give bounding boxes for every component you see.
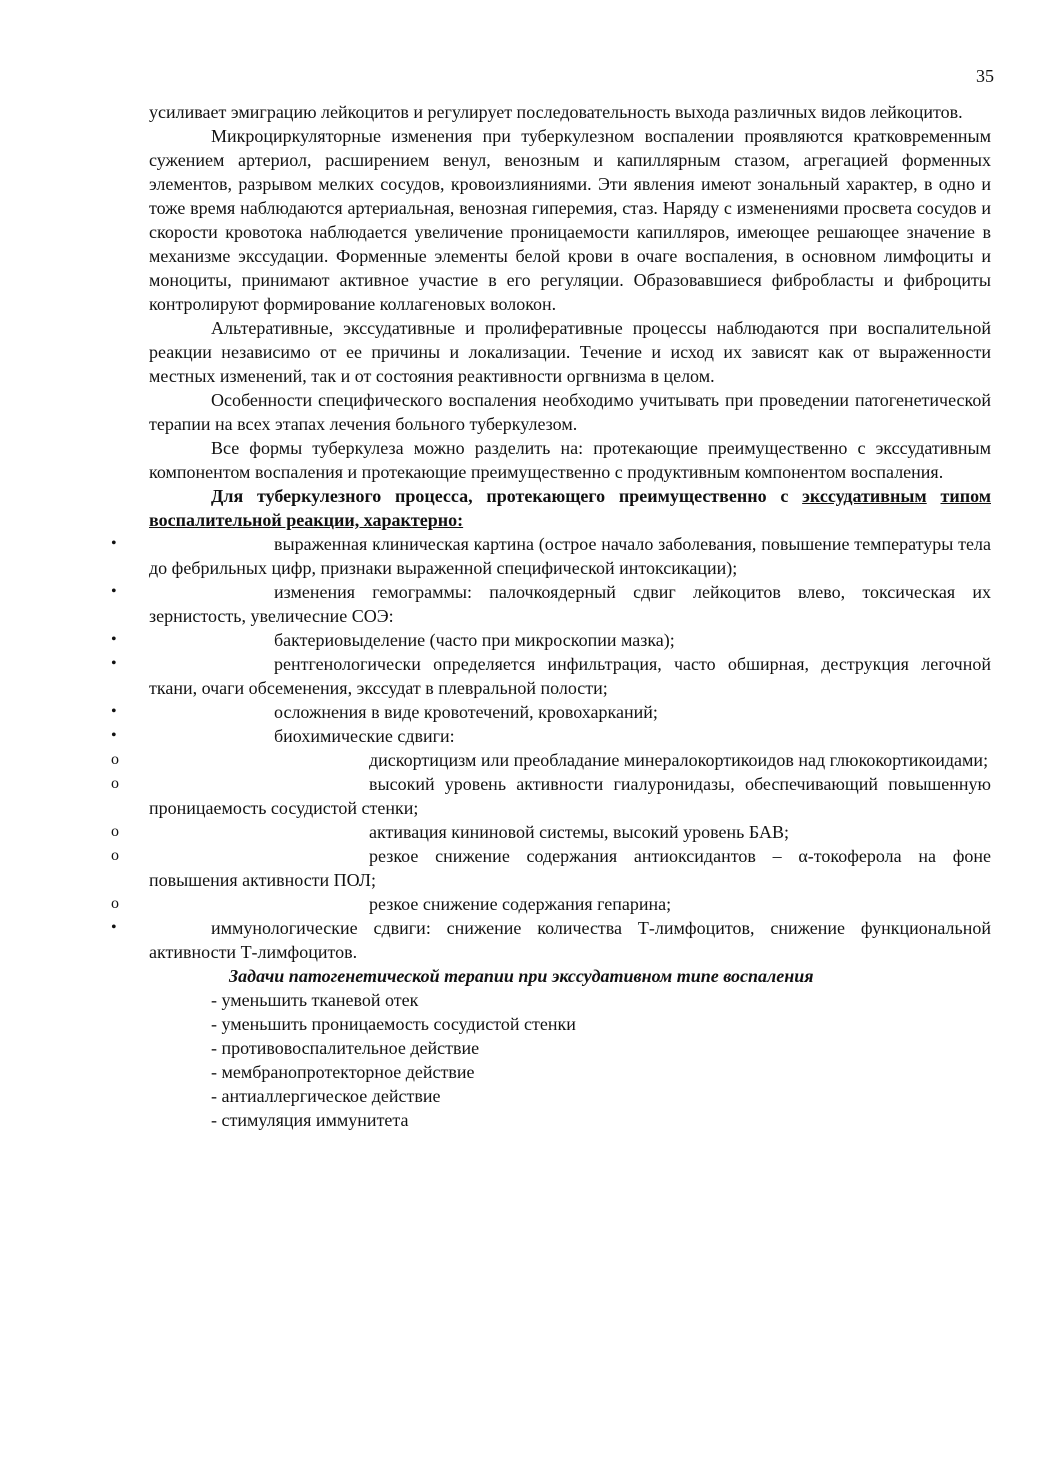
bullet-icon: •: [111, 919, 117, 936]
list-item-text: бактериовыделение (часто при микроскопии мазка);: [274, 630, 675, 650]
list-item: [111, 628, 991, 652]
circle-bullet-icon: o: [111, 847, 119, 864]
list-item-text: иммунологические сдвиги: снижение количества Т-лимфоцитов, снижение функциональной активности Т-лимфоцитов.: [149, 918, 991, 962]
list-item: [111, 580, 991, 628]
task-item: - уменьшить тканевой отек: [211, 990, 419, 1010]
sub-list-item: [111, 892, 991, 916]
task-item: - уменьшить проницаемость сосудистой стенки: [211, 1014, 576, 1034]
list-item-text: высокий уровень активности гиалуронидазы, обеспечивающий повышенную проницаемость сосудистой стенки;: [149, 774, 991, 818]
bullet-icon: •: [111, 583, 117, 600]
heading-prefix: Для туберкулезного процесса, протекающего преимущественно с: [211, 486, 803, 506]
task-item: - противовоспалительное действие: [211, 1038, 480, 1058]
list-item-text: осложнения в виде кровотечений, кровохарканий;: [274, 702, 658, 722]
list-item: [111, 916, 991, 964]
task-item: - антиаллергическое действие: [211, 1086, 441, 1106]
paragraph-processes: Альтеративные, экссудативные и пролиферативные процессы наблюдаются при воспалительной реакции независимо от ее причины и локализации. Течение и исход их зависят как от выраженности местных изменений, так и от состояния реактивности оргвнизма в целом.: [149, 318, 991, 386]
list-item: [111, 724, 991, 748]
sub-list-item: [111, 748, 991, 772]
paragraph-specific-inflammation: Особенности специфического воспаления необходимо учитывать при проведении патогенетической терапии на всех этапах лечения больного туберкулезом.: [149, 390, 991, 434]
list-item-text: рентгенологически определяется инфильтрация, часто обширная, деструкция легочной ткани, очаги обсеменения, экссудат в плевральной полости;: [149, 654, 991, 698]
list-item-text: резкое снижение содержания гепарина;: [369, 894, 672, 914]
list-item: [111, 700, 991, 724]
bullet-icon: •: [111, 631, 117, 648]
list-item-text: выраженная клиническая картина (острое начало заболевания, повышение температуры тела до фебрильных цифр, признаки выраженной специфической интоксикации);: [149, 534, 991, 578]
list-item-text: резкое снижение содержания антиоксидантов – α-токоферола на фоне повышения активности ПОЛ;: [149, 846, 991, 890]
paragraph-microcirculation: Микроциркуляторные изменения при туберкулезном воспалении проявляются кратковременным сужением артериол, расширением венул, венозным и капиллярным стазом, агрегацией форменных элементов, разрывом мелких сосудов, кровоизлияниями. Эти явления имеют зональный характер, в одно и тоже время наблюдаются артериальная, венозная гиперемия, стаз. Наряду с изменениями просвета сосудов и скорости кровотока наблюдается увеличение проницаемости капилляров, имеющее решающее значение в механизме экссудации. Форменные элементы белой крови в очаге воспаления, в основном лимфоциты и моноциты, принимают активное участие в его регуляции. Образовавшиеся фибробласты и фиброциты контролируют формирование коллагеновых волокон.: [149, 126, 991, 314]
list-item: [111, 652, 991, 700]
task-item: - мембранопротекторное действие: [211, 1062, 475, 1082]
heading-space: [927, 486, 941, 506]
list-item-text: дискортицизм или преобладание минералокортикоидов над глюкокортикоидами;: [369, 750, 989, 770]
list-item: [111, 532, 991, 580]
bullet-icon: •: [111, 655, 117, 672]
sub-list-item: [111, 820, 991, 844]
paragraph-continuation: усиливает эмиграцию лейкоцитов и регулирует последовательность выхода различных видов лейкоцитов.: [149, 102, 963, 122]
circle-bullet-icon: o: [111, 895, 119, 912]
heading-underlined-word: экссудативным: [802, 486, 927, 506]
tasks-heading: Задачи патогенетической терапии при экссудативном типе воспаления: [229, 966, 814, 986]
document-body: [111, 100, 991, 1132]
circle-bullet-icon: o: [111, 775, 119, 792]
sub-list-item: [111, 772, 991, 820]
bullet-icon: •: [111, 703, 117, 720]
heading-underlined-phrase: типом воспалительной реакции, характерно:: [149, 486, 991, 530]
circle-bullet-icon: o: [111, 751, 119, 768]
list-item-text: биохимические сдвиги:: [274, 726, 455, 746]
bullet-icon: •: [111, 727, 117, 744]
section-heading: [149, 484, 991, 532]
paragraph-forms: Все формы туберкулеза можно разделить на: протекающие преимущественно с экссудативным компонентом воспаления и протекающие преимущественно с продуктивным компонентом воспаления.: [149, 438, 991, 482]
list-item-text: активация кининовой системы, высокий уровень БАВ;: [369, 822, 789, 842]
list-item-text: изменения гемограммы: палочкоядерный сдвиг лейкоцитов влево, токсическая их зернистость, увеличесние СОЭ:: [149, 582, 991, 626]
circle-bullet-icon: o: [111, 823, 119, 840]
task-item: - стимуляция иммунитета: [211, 1110, 409, 1130]
bullet-icon: •: [111, 535, 117, 552]
page-number: 35: [976, 66, 994, 86]
sub-list-item: [111, 844, 991, 892]
